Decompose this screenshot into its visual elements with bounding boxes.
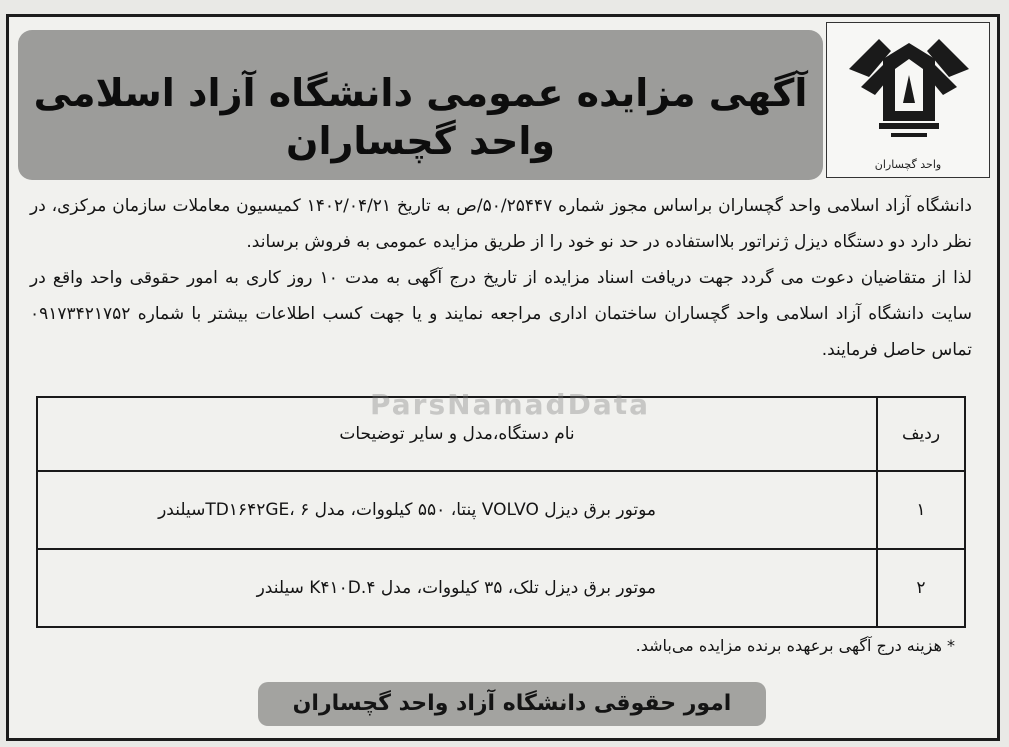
body-paragraph-1: دانشگاه آزاد اسلامی واحد گچساران براساس مجوز شماره ۵۰/۲۵۴۴۷/ص به تاریخ ۱۴۰۲/۰۴/۲۱ کمیسیون معاملات سازمان مرکزی، در نظر دارد دو دستگاه دیزل ژنراتور بلااستفاده در حد نو خود را از طریق مزایده عمومی به فروش برساند. xyxy=(30,196,972,252)
notice-body xyxy=(30,188,972,368)
notice-subtitle: واحد گچساران xyxy=(286,119,555,163)
row-description: موتور برق دیزل VOLVO پنتا، ۵۵۰ کیلووات، مدل TD۱۶۴۲GE، ۶سیلندر xyxy=(37,471,877,549)
row-number: ۱ xyxy=(877,471,965,549)
body-paragraph-2: لذا از متقاضیان دعوت می گردد جهت دریافت اسناد مزایده از تاریخ درج آگهی به مدت ۱۰ روز کاری به امور حقوقی واحد واقع در سایت دانشگاه آزاد اسلامی واحد گچساران ساختمان اداری مراجعه نمایند و یا جهت کسب اطلاعات بیشتر با شماره ۰۹۱۷۳۴۲۱۷۵۲ تماس حاصل فرمایند. xyxy=(30,268,972,360)
table-row xyxy=(37,471,965,549)
row-description: موتور برق دیزل تلک، ۳۵ کیلووات، مدل ۴.K۴۱۰D سیلندر xyxy=(37,549,877,627)
university-logo xyxy=(826,22,990,178)
auction-items-table xyxy=(36,396,966,628)
header-description: نام دستگاه،مدل و سایر توضیحات xyxy=(37,397,877,471)
footer-signature: امور حقوقی دانشگاه آزاد واحد گچساران xyxy=(258,682,766,726)
watermark: ParsNamadData xyxy=(370,388,650,421)
notice-title: آگهی مزایده عمومی دانشگاه آزاد اسلامی xyxy=(33,71,808,115)
logo-caption: واحد گچساران xyxy=(874,158,942,171)
row-number: ۲ xyxy=(877,549,965,627)
university-emblem-icon xyxy=(839,29,979,155)
header-row-number: ردیف xyxy=(877,397,965,471)
table-row xyxy=(37,549,965,627)
fee-note: * هزینه درج آگهی برعهده برنده مزایده می‌باشد. xyxy=(635,636,955,655)
